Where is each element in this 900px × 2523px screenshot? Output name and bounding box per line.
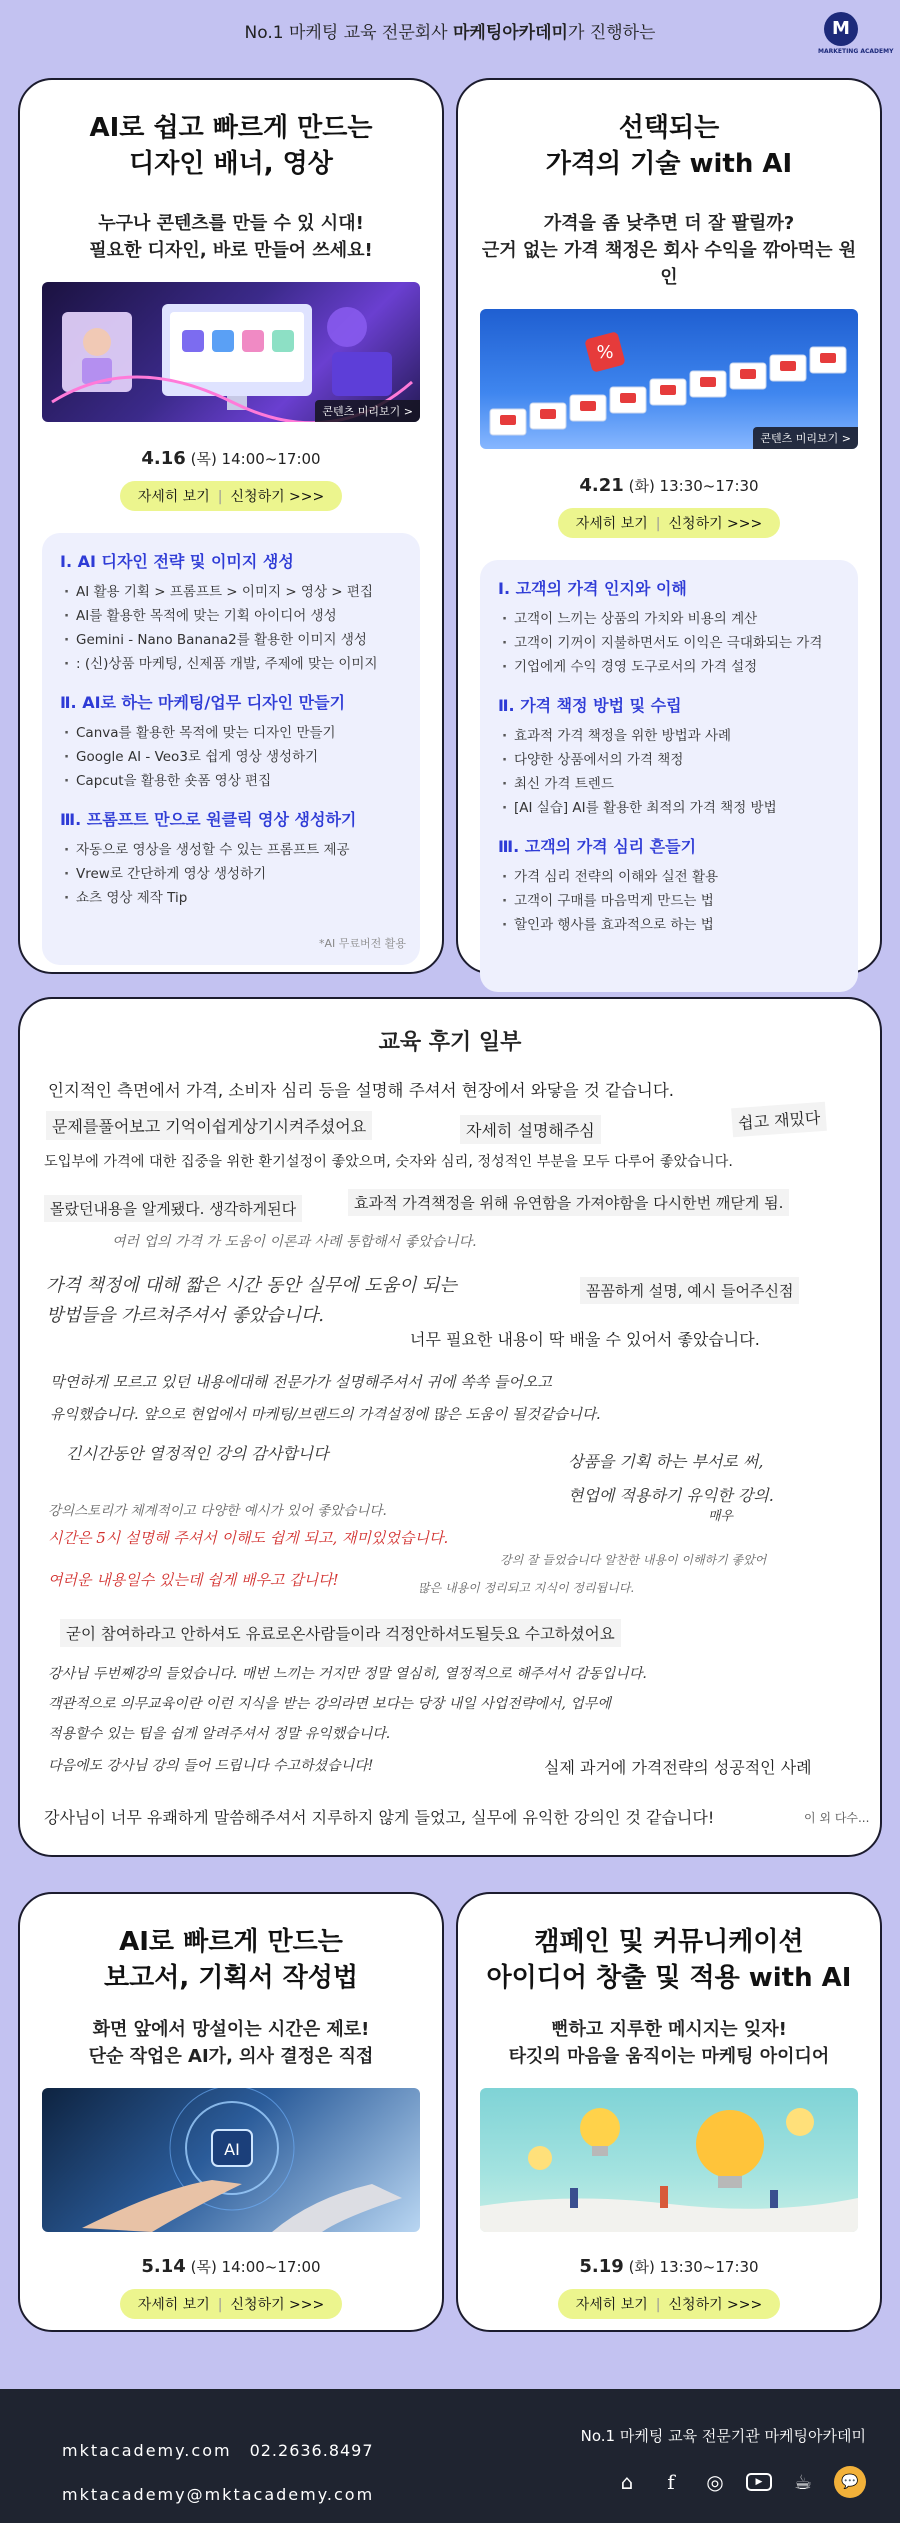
header-brand: 마케팅아카데미 xyxy=(452,23,568,43)
course-actions: 자세히 보기 | 신청하기 >>> xyxy=(120,481,343,511)
curriculum-heading: Ⅰ. 고객의 가격 인지와 이해 xyxy=(498,579,687,598)
logo-mark: M xyxy=(824,12,858,46)
apply-button[interactable]: 신청하기 >>> xyxy=(668,2297,763,2313)
footer-tagline: No.1 마케팅 교육 전문기관 마케팅아카데미 xyxy=(580,2427,866,2445)
review-text: 문제를풀어보고 기억이쉽게상기시켜주셨어요 xyxy=(46,1111,372,1140)
curriculum-item: · 가격 심리 전략의 이해와 실전 활용 xyxy=(498,865,840,889)
course-subtitle: 뻔하고 지루한 메시지는 잊자! 타깃의 마음을 움직이는 마케팅 아이디어 xyxy=(508,2019,830,2067)
curriculum-item: · 효과적 가격 책정을 위한 방법과 사례 xyxy=(498,724,840,748)
course-date: 4.16 (목) 14:00~17:00 xyxy=(141,448,321,469)
review-handwritten: 현업에 적용하기 유익한 강의. xyxy=(568,1486,774,1505)
kakao-icon[interactable]: 💬 xyxy=(834,2466,866,2498)
review-handwritten: 강의스토리가 체계적이고 다양한 예시가 있어 좋았습니다. xyxy=(48,1503,387,1519)
footer-phone: 02.2636.8497 xyxy=(249,2441,374,2460)
curriculum-item: · [AI 실습] AI를 활용한 최적의 가격 책정 방법 xyxy=(498,796,840,820)
top-banner xyxy=(0,0,900,58)
review-handwritten: 막연하게 모르고 있던 내용에대해 전문가가 설명해주셔서 귀에 쏙쏙 들어오고 xyxy=(50,1373,552,1391)
review-handwritten: 많은 내용이 정리되고 지식이 정리됩니다. xyxy=(418,1581,635,1595)
academy-logo[interactable] xyxy=(818,12,894,55)
content-preview-link[interactable]: 콘텐츠 미리보기 > xyxy=(315,400,420,422)
curriculum-list xyxy=(60,721,402,793)
header-suffix: 가 진행하는 xyxy=(567,23,656,43)
footer-email-link[interactable]: mktacademy@mktacademy.com xyxy=(62,2485,375,2504)
curriculum-list xyxy=(498,865,840,937)
review-handwritten: 다음에도 강사님 강의 들어 드립니다 수고하셨습니다! xyxy=(48,1758,374,1774)
review-text: 인지적인 측면에서 가격, 소비자 심리 등을 설명해 주셔서 현장에서 와닿을 것 같습니다. xyxy=(48,1081,675,1100)
footer-website-link[interactable]: mktacademy.com xyxy=(62,2441,232,2460)
course-actions: 자세히 보기 | 신청하기 >>> xyxy=(558,508,781,538)
course-thumbnail[interactable] xyxy=(42,2088,420,2232)
course-title: 선택되는 가격의 기술 with AI xyxy=(545,113,793,179)
review-text: 자세히 설명해주심 xyxy=(460,1115,601,1144)
course-date: 4.21 (화) 13:30~17:30 xyxy=(579,475,759,496)
curriculum-box xyxy=(42,533,420,965)
course-card-campaign xyxy=(456,1892,882,2332)
curriculum-heading: Ⅱ. AI로 하는 마케팅/업무 디자인 만들기 xyxy=(60,693,346,712)
reviews-card xyxy=(18,997,882,1857)
review-handwritten: 매우 xyxy=(708,1509,734,1524)
review-text: 쉽고 재밌다 xyxy=(731,1102,827,1138)
course-subtitle: 누구나 콘텐츠를 만들 수 있 시대! 필요한 디자인, 바로 만들어 쓰세요! xyxy=(89,213,373,261)
instagram-icon[interactable]: ◎ xyxy=(706,2470,724,2494)
curriculum-item: · 할인과 행사를 효과적으로 하는 법 xyxy=(498,913,840,937)
curriculum-item: · Capcut을 활용한 숏폼 영상 편집 xyxy=(60,769,402,793)
detail-button[interactable]: 자세히 보기 xyxy=(575,2297,648,2313)
course-actions: 자세히 보기 | 신청하기 >>> xyxy=(120,2289,343,2319)
curriculum-item: · 다양한 상품에서의 가격 책정 xyxy=(498,748,840,772)
course-title: 캠페인 및 커뮤니케이션 아이디어 창출 및 적용 with AI xyxy=(486,1927,852,1993)
review-handwritten: 강의 잘 들었습니다 알찬한 내용이 이해하기 좋았어 xyxy=(500,1553,767,1567)
review-text: 몰랐던내용을 알게됐다. 생각하게된다 xyxy=(44,1195,302,1222)
curriculum-item: · 쇼츠 영상 제작 Tip xyxy=(60,886,402,910)
review-handwritten: 상품을 기획 하는 부서로 써, xyxy=(568,1452,764,1471)
review-handwritten: 가격 책정에 대해 짧은 시간 동안 실무에 도움이 되는 xyxy=(46,1275,457,1296)
ai-hand-illustration xyxy=(42,2088,420,2232)
course-subtitle: 화면 앞에서 망설이는 시간은 제로! 단순 작업은 AI가, 의사 결정은 직접 xyxy=(88,2019,374,2067)
review-text: 너무 필요한 내용이 딱 배울 수 있어서 좋았습니다. xyxy=(410,1330,760,1349)
course-date: 5.14 (목) 14:00~17:00 xyxy=(141,2256,321,2277)
reviews-title: 교육 후기 일부 xyxy=(378,1030,522,1055)
curriculum-item: · 기업에게 수익 경영 도구로서의 가격 설정 xyxy=(498,655,840,679)
course-thumbnail[interactable] xyxy=(480,2088,858,2232)
curriculum-item: · 고객이 기꺼이 지불하면서도 이익은 극대화되는 가격 xyxy=(498,631,840,655)
apply-button[interactable]: 신청하기 >>> xyxy=(668,516,763,532)
svg-text:%: % xyxy=(596,342,614,363)
header-prefix: No.1 마케팅 교육 전문회사 xyxy=(244,23,453,43)
curriculum-item: · AI를 활용한 목적에 맞는 기획 아이디어 생성 xyxy=(60,604,402,628)
course-card-ai-report xyxy=(18,1892,444,2332)
course-thumbnail[interactable] xyxy=(42,282,420,422)
review-handwritten: 강사님 두번째강의 들었습니다. 매번 느끼는 거지만 정말 열심히, 열정적으로 해주셔서 감동입니다. xyxy=(48,1666,647,1682)
apply-button[interactable]: 신청하기 >>> xyxy=(230,2297,325,2313)
review-text: 효과적 가격책정을 위해 유연함을 가져야함을 다시한번 깨닫게 됨. xyxy=(348,1189,789,1216)
course-title: AI로 빠르게 만드는 보고서, 기획서 작성법 xyxy=(103,1927,359,1993)
curriculum-box xyxy=(480,560,858,992)
detail-button[interactable]: 자세히 보기 xyxy=(137,2297,210,2313)
review-handwritten: 적용할수 있는 팁을 쉽게 알려주셔서 정말 유익했습니다. xyxy=(48,1726,391,1742)
curriculum-item: · 고객이 구매를 마음먹게 만드는 법 xyxy=(498,889,840,913)
review-handwritten: 방법들을 가르쳐주셔서 좋았습니다. xyxy=(46,1305,324,1326)
review-text: 실제 과거에 가격전략의 성공적인 사례 xyxy=(544,1758,812,1777)
curriculum-heading: Ⅰ. AI 디자인 전략 및 이미지 생성 xyxy=(60,552,294,571)
curriculum-item: · 고객이 느끼는 상품의 가치와 비용의 계산 xyxy=(498,607,840,631)
svg-text:AI: AI xyxy=(224,2140,240,2159)
course-card-ai-design xyxy=(18,78,444,974)
curriculum-list xyxy=(498,724,840,820)
logo-text: MARKETING ACADEMY xyxy=(818,48,894,55)
review-text: 꼼꼼하게 설명, 예시 들어주신점 xyxy=(580,1277,799,1304)
curriculum-item: · Google AI - Veo3로 쉽게 영상 생성하기 xyxy=(60,745,402,769)
curriculum-heading: Ⅱ. 가격 책정 방법 및 수립 xyxy=(498,696,682,715)
review-handwritten: 유익했습니다. 앞으로 현업에서 마케팅/브랜드의 가격설정에 많은 도움이 될것같습니다. xyxy=(50,1407,601,1423)
facebook-icon[interactable]: f xyxy=(667,2470,675,2494)
apply-button[interactable]: 신청하기 >>> xyxy=(230,489,325,505)
bottom-course-row xyxy=(18,1892,882,2332)
review-handwritten: 시간은 5시 설명해 주셔서 이해도 쉽게 되고, 재미있었습니다. xyxy=(48,1529,449,1547)
course-subtitle: 가격을 좀 낮추면 더 잘 팔릴까? 근거 없는 가격 책정은 회사 수익을 깎아먹는 원인 xyxy=(481,213,857,288)
youtube-icon[interactable]: ▶ xyxy=(746,2473,772,2491)
curriculum-note: *AI 무료버전 활용 xyxy=(318,937,406,950)
review-text: 굳이 참여하라고 안하셔도 유료로온사람들이라 걱정안하셔도될듯요 수고하셨어요 xyxy=(60,1619,621,1647)
course-date: 5.19 (화) 13:30~17:30 xyxy=(579,2256,759,2277)
curriculum-heading: Ⅲ. 고객의 가격 심리 흔들기 xyxy=(498,837,697,856)
curriculum-list xyxy=(498,607,840,679)
curriculum-item: · 자동으로 영상을 생성할 수 있는 프롬프트 제공 xyxy=(60,838,402,862)
footer-contact xyxy=(62,2429,374,2517)
curriculum-item: · AI 활용 기획 > 프롬프트 > 이미지 > 영상 > 편집 xyxy=(60,580,402,604)
curriculum-item: · : (신)상품 마케팅, 신제품 개발, 주제에 맞는 이미지 xyxy=(60,652,402,676)
course-actions: 자세히 보기 | 신청하기 >>> xyxy=(558,2289,781,2319)
review-text: 도입부에 가격에 대한 집중을 위한 환기설정이 좋았으며, 숫자와 심리, 정성적인 부분을 모두 다루어 좋았습니다. xyxy=(44,1154,733,1170)
review-handwritten: 긴시간동안 열정적인 강의 감사합니다 xyxy=(66,1444,329,1463)
review-text: 강사님이 너무 유쾌하게 말씀해주셔서 지루하지 않게 들었고, 실무에 유익한 강의인 것 같습니다! xyxy=(44,1808,715,1827)
content-preview-link[interactable]: 콘텐츠 미리보기 > xyxy=(753,427,858,449)
course-title: AI로 쉽고 빠르게 만드는 디자인 배너, 영상 xyxy=(89,113,373,179)
detail-button[interactable]: 자세히 보기 xyxy=(575,516,648,532)
review-handwritten: 여러운 내용일수 있는데 쉽게 배우고 갑니다! xyxy=(48,1571,339,1589)
review-handwritten: 객관적으로 의무교육이란 이런 지식을 받는 강의라면 보다는 당장 내일 사업전략에서, 업무에 xyxy=(48,1696,611,1712)
footer xyxy=(0,2389,900,2523)
lightbulb-illustration xyxy=(480,2088,858,2232)
review-handwritten: 여러 업의 가격 가 도움이 이론과 사례 통합해서 좋았습니다. xyxy=(112,1234,477,1250)
curriculum-item: · Vrew로 간단하게 영상 생성하기 xyxy=(60,862,402,886)
home-icon[interactable]: ⌂ xyxy=(620,2470,634,2494)
detail-button[interactable]: 자세히 보기 xyxy=(137,489,210,505)
top-course-row xyxy=(18,78,882,974)
curriculum-heading: Ⅲ. 프롬프트 만으로 원클릭 영상 생성하기 xyxy=(60,810,357,829)
footer-social-icons xyxy=(581,2466,866,2498)
curriculum-item: · Gemini - Nano Banana2를 활용한 이미지 생성 xyxy=(60,628,402,652)
footer-brand-area xyxy=(581,2425,866,2498)
coffee-icon[interactable]: ☕ xyxy=(794,2470,812,2494)
review-more: 이 외 다수... xyxy=(804,1811,870,1825)
curriculum-item: · 최신 가격 트렌드 xyxy=(498,772,840,796)
curriculum-list xyxy=(60,838,402,910)
curriculum-list xyxy=(60,580,402,676)
course-card-pricing xyxy=(456,78,882,974)
course-thumbnail[interactable] xyxy=(480,309,858,449)
curriculum-item: · Canva를 활용한 목적에 맞는 디자인 만들기 xyxy=(60,721,402,745)
